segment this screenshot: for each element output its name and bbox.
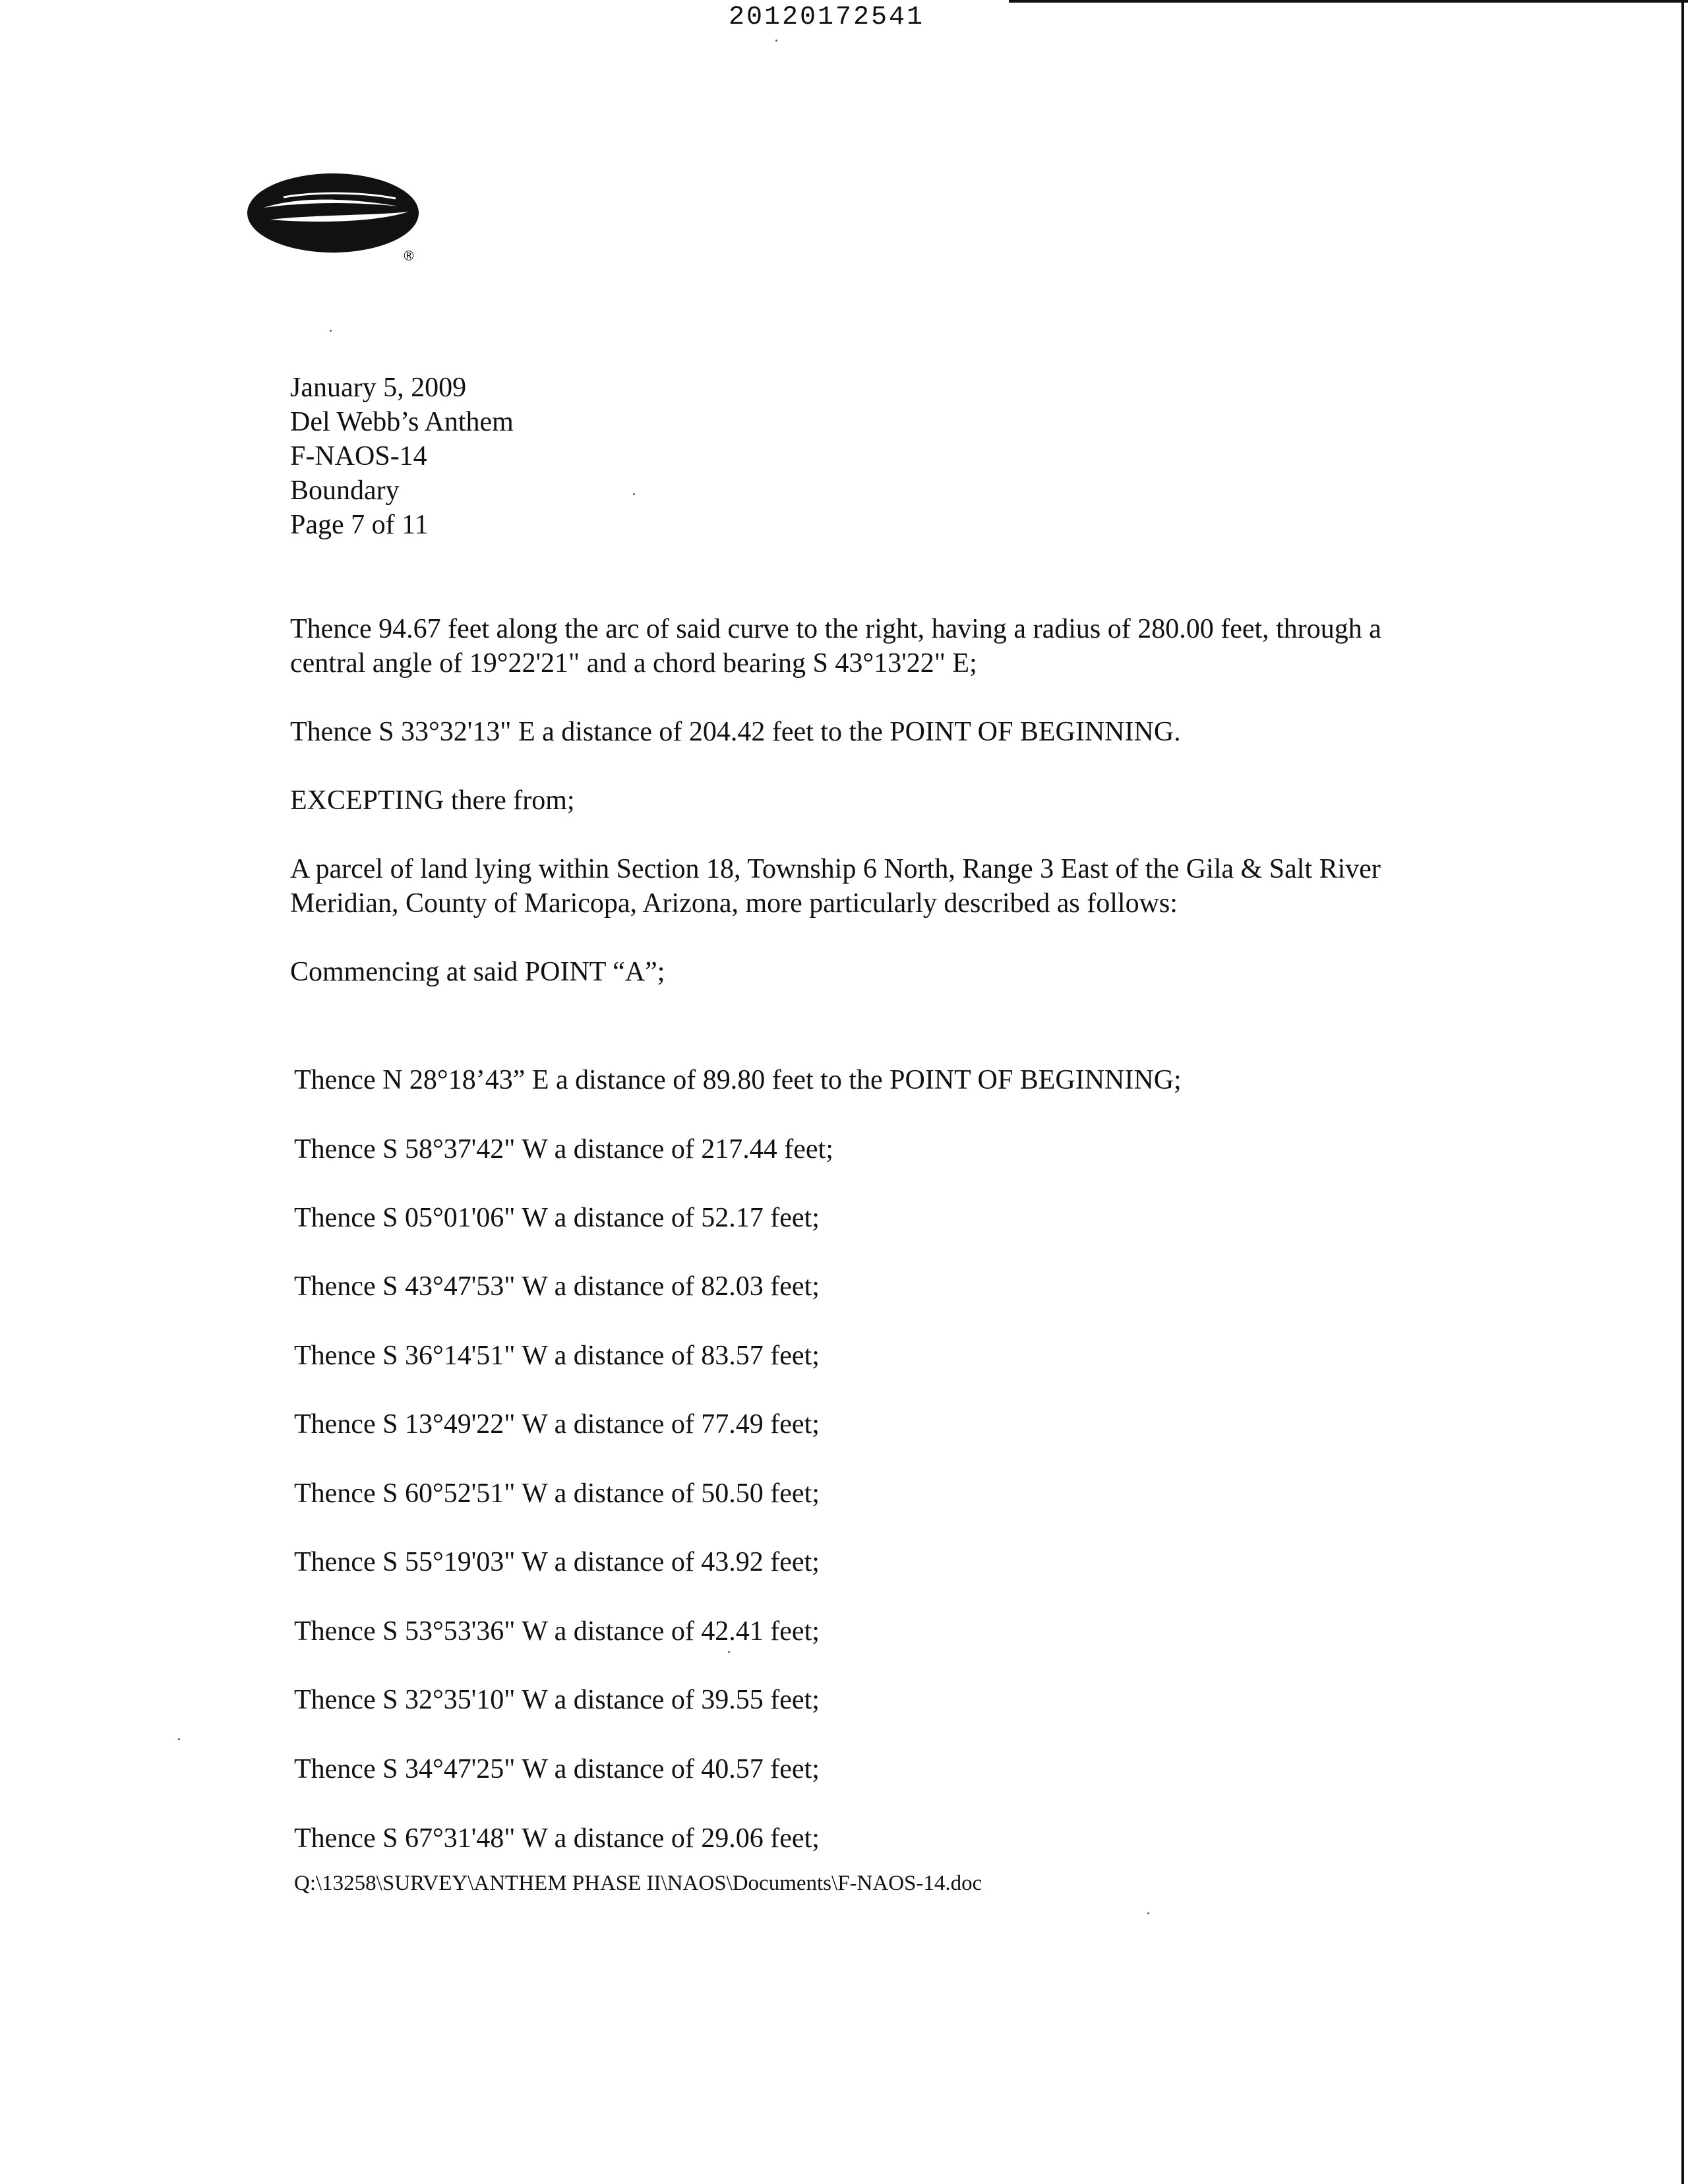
registered-mark: ® [402,248,415,264]
course-line: Thence S 60°52'51" W a distance of 50.50 feet; [294,1478,820,1509]
legal-description-body [290,612,1411,1023]
course-line: Thence N 28°18’43” E a distance of 89.80 feet to the POINT OF BEGINNING; [294,1065,1182,1095]
course-line: Thence S 34°47'25" W a distance of 40.57 feet; [294,1754,820,1784]
course-line: Thence S 05°01'06" W a distance of 52.17 feet; [294,1203,820,1233]
scan-speck [728,1651,730,1653]
scan-speck [633,493,635,495]
course-line: Thence S 58°37'42" W a distance of 217.44 feet; [294,1134,833,1165]
top-border-line [1009,0,1688,3]
footer-file-path: Q:\13258\SURVEY\ANTHEM PHASE II\NAOS\Documents\F-NAOS-14.doc [294,1871,982,1895]
course-line: Thence S 67°31'48" W a distance of 29.06 feet; [294,1823,820,1854]
header-page: Page 7 of 11 [290,510,429,540]
right-border-line [1681,0,1684,2184]
header-project: Del Webb’s Anthem [290,407,514,437]
document-header [290,371,514,542]
course-line: Thence S 32°35'10" W a distance of 39.55 feet; [294,1685,820,1715]
scan-speck [1147,1912,1149,1914]
paragraph-closing-course: Thence S 33°32'13" E a distance of 204.42 feet to the POINT OF BEGINNING. [290,717,1181,747]
header-parcel: F-NAOS-14 [290,441,427,471]
paragraph-excepting: EXCEPTING there from; [290,785,575,816]
scan-speck [775,40,777,42]
course-line: Thence S 36°14'51" W a distance of 83.57 feet; [294,1341,820,1371]
header-date: January 5, 2009 [290,373,467,403]
course-line: Thence S 13°49'22" W a distance of 77.49 feet; [294,1409,820,1440]
recording-number: 20120172541 [729,3,925,32]
course-line: Thence S 43°47'53" W a distance of 82.03 feet; [294,1271,820,1302]
paragraph-commencing: Commencing at said POINT “A”; [290,957,665,987]
scan-speck [178,1738,180,1740]
stylized-s-oval-logo-icon [244,168,429,274]
course-line: Thence S 53°53'36" W a distance of 42.41 feet; [294,1616,820,1647]
scan-speck [330,330,332,332]
course-line: Thence S 55°19'03" W a distance of 43.92 feet; [294,1547,820,1577]
paragraph-parcel-description: A parcel of land lying within Section 18, Township 6 North, Range 3 East of the Gila & Salt River Meridian, County of Maricopa, Arizona, more particularly described as follows: [290,854,1388,919]
paragraph-arc-course: Thence 94.67 feet along the arc of said curve to the right, having a radius of 280.00 feet, through a central angle of 19°22'21" and a chord bearing S 43°13'22" E; [290,614,1389,679]
header-type: Boundary [290,475,400,506]
